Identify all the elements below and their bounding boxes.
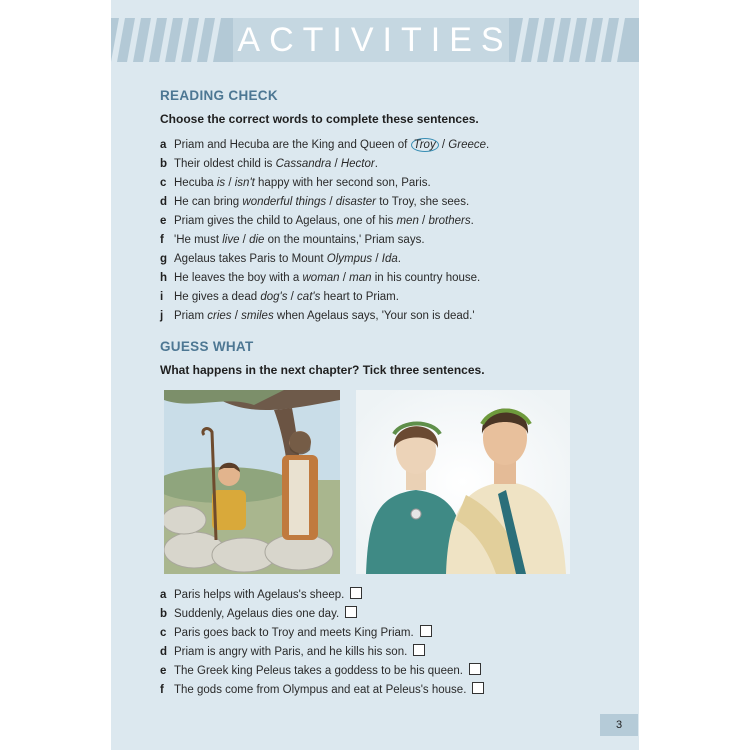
option-separator: /	[287, 291, 298, 303]
guess-what-item-a	[160, 586, 484, 605]
page-number: 3	[600, 714, 638, 736]
item-text: Paris goes back to Troy and meets King Priam.	[174, 627, 414, 639]
tick-checkbox[interactable]	[469, 663, 481, 675]
tick-checkbox[interactable]	[420, 625, 432, 637]
item-text-post: when Agelaus says, 'Your son is dead.'	[273, 310, 475, 322]
item-text-post: heart to Priam.	[320, 291, 399, 303]
shepherd-illustration	[164, 390, 340, 574]
guess-what-item-f	[160, 681, 484, 700]
guess-what-item-e	[160, 662, 484, 681]
option-separator: /	[372, 253, 382, 265]
item-text-post: .	[470, 215, 474, 227]
item-text-post: to Troy, she sees.	[376, 196, 470, 208]
item-text: Suddenly, Agelaus dies one day.	[174, 608, 340, 620]
option-2: Greece	[448, 139, 487, 151]
reading-check-list	[160, 136, 489, 326]
item-letter: g	[160, 253, 168, 265]
item-letter: h	[160, 272, 168, 284]
item-letter: b	[160, 158, 168, 170]
reading-check-item-i	[160, 288, 489, 307]
item-letter: b	[160, 608, 168, 620]
guess-what-list	[160, 586, 484, 700]
option-separator: /	[231, 310, 242, 322]
item-text-post: .	[374, 158, 378, 170]
option-2: disaster	[335, 196, 377, 208]
item-letter: j	[160, 310, 164, 322]
item-letter: f	[160, 234, 164, 246]
option-2: smiles	[241, 310, 274, 322]
option-1: is	[216, 177, 226, 189]
option-separator: /	[339, 272, 350, 284]
guess-what-instruction: What happens in the next chapter? Tick three sentences.	[160, 363, 485, 377]
reading-check-item-a	[160, 136, 489, 155]
item-text-pre: He can bring	[174, 196, 243, 208]
item-text-pre: Agelaus takes Paris to Mount	[174, 253, 327, 265]
reading-check-heading: READING CHECK	[160, 88, 278, 103]
item-letter: d	[160, 196, 168, 208]
option-separator: /	[438, 139, 449, 151]
item-text-pre: He gives a dead	[174, 291, 261, 303]
option-2: Hector	[340, 158, 375, 170]
option-2: Ida	[381, 253, 398, 265]
page	[111, 0, 639, 750]
item-text-pre: Hecuba	[174, 177, 217, 189]
item-text-post: happy with her second son, Paris.	[254, 177, 431, 189]
option-2: die	[249, 234, 265, 246]
option-separator: /	[326, 196, 336, 208]
item-text-pre: 'He must	[174, 234, 223, 246]
tick-checkbox[interactable]	[350, 587, 362, 599]
guess-what-item-d	[160, 643, 484, 662]
item-letter: a	[160, 589, 167, 601]
item-text-post: on the mountains,' Priam says.	[264, 234, 425, 246]
reading-check-item-j	[160, 307, 489, 326]
reading-check-item-f	[160, 231, 489, 250]
item-letter: e	[160, 665, 167, 677]
item-letter: c	[160, 627, 167, 639]
reading-check-item-h	[160, 269, 489, 288]
item-text: The Greek king Peleus takes a goddess to be his queen.	[174, 665, 463, 677]
item-letter: e	[160, 215, 167, 227]
item-text-pre: He leaves the boy with a	[174, 272, 303, 284]
guess-what-item-c	[160, 624, 484, 643]
reading-check-item-b	[160, 155, 489, 174]
option-1: Troy	[411, 138, 439, 152]
option-1: woman	[302, 272, 340, 284]
reading-check-item-e	[160, 212, 489, 231]
reading-check-item-g	[160, 250, 489, 269]
reading-check-item-c	[160, 174, 489, 193]
option-1: cries	[207, 310, 232, 322]
option-1: dog's	[260, 291, 288, 303]
item-text-pre: Priam and Hecuba are the King and Queen of	[174, 139, 411, 151]
option-1: men	[396, 215, 419, 227]
item-text: The gods come from Olympus and eat at Peleus's house.	[174, 684, 467, 696]
item-letter: c	[160, 177, 167, 189]
item-text-pre: Their oldest child is	[174, 158, 276, 170]
option-separator: /	[418, 215, 429, 227]
banner-title: ACTIVITIES	[237, 21, 513, 59]
option-1: live	[222, 234, 240, 246]
option-1: wonderful things	[242, 196, 327, 208]
option-2: isn't	[234, 177, 255, 189]
guess-what-item-b	[160, 605, 484, 624]
item-text-pre: Priam gives the child to Agelaus, one of his	[174, 215, 397, 227]
tick-checkbox[interactable]	[472, 682, 484, 694]
item-letter: a	[160, 139, 167, 151]
option-1: Olympus	[326, 253, 373, 265]
option-separator: /	[225, 177, 235, 189]
item-text: Priam is angry with Paris, and he kills his son.	[174, 646, 408, 658]
item-text-post: .	[486, 139, 490, 151]
tick-checkbox[interactable]	[413, 644, 425, 656]
item-letter: f	[160, 684, 164, 696]
option-2: brothers	[428, 215, 471, 227]
option-1: Cassandra	[275, 158, 332, 170]
item-letter: d	[160, 646, 168, 658]
reading-check-instruction: Choose the correct words to complete these sentences.	[160, 112, 479, 126]
option-separator: /	[331, 158, 341, 170]
reading-check-item-d	[160, 193, 489, 212]
item-text-post: .	[397, 253, 401, 265]
option-2: cat's	[297, 291, 321, 303]
activities-banner	[111, 18, 639, 62]
item-text-pre: Priam	[174, 310, 208, 322]
item-text: Paris helps with Agelaus's sheep.	[174, 589, 345, 601]
item-letter: i	[160, 291, 164, 303]
tick-checkbox[interactable]	[345, 606, 357, 618]
guess-what-heading: GUESS WHAT	[160, 339, 254, 354]
option-2: man	[349, 272, 372, 284]
option-separator: /	[239, 234, 250, 246]
peleus-illustration	[356, 390, 570, 574]
item-text-post: in his country house.	[371, 272, 481, 284]
